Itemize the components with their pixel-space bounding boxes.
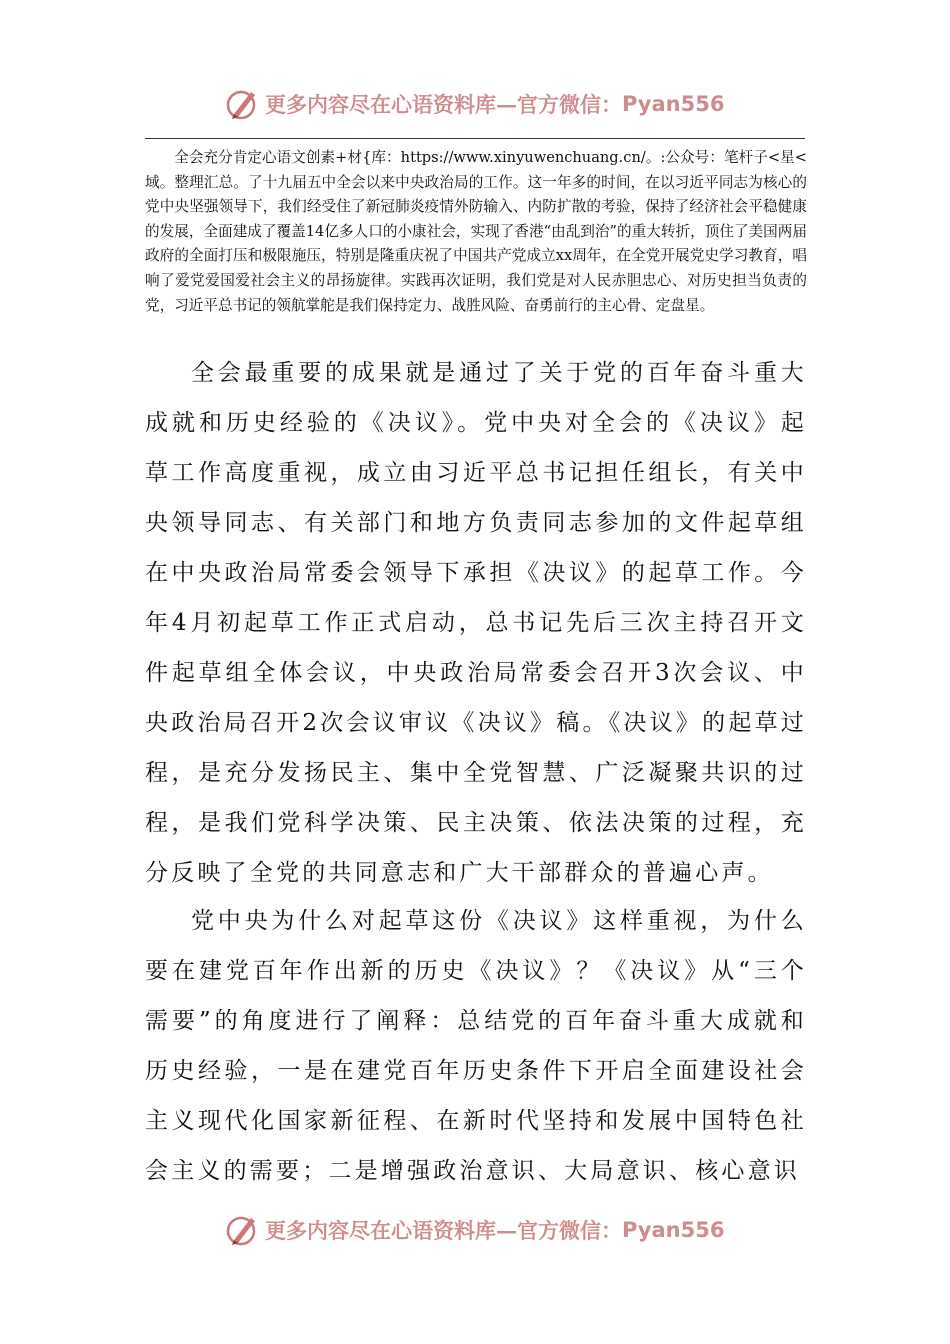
banner-handle: Pyan556	[622, 1218, 725, 1242]
body-paragraph-1: 全会最重要的成果就是通过了关于党的百年奋斗重大成就和历史经验的《决议》。党中央对全会的《决议》起草工作高度重视，成立由习近平总书记担任组长，有关中央领导同志、有关部门和地方负责同志参加的文件起草组在中央政治局常委会领导下承担《决议》的起草工作。今年4月初起草工作正式启动，总书记先后三次主持召开文件起草组全体会议，中央政治局常委会召开3次会议、中央政治局召开2次会议审议《决议》稿。《决议》的起草过程，是充分发扬民主、集中全党智慧、广泛凝聚共识的过程，是我们党科学决策、民主决策、依法决策的过程，充分反映了全党的共同意志和广大干部群众的普遍心声。	[145, 360, 807, 886]
banner-text: 更多内容尽在心语资料库—官方微信：	[265, 92, 622, 117]
header-divider	[145, 138, 805, 139]
pen-logo-icon	[225, 86, 261, 122]
footer-banner	[225, 1210, 745, 1250]
banner-handle: Pyan556	[622, 92, 725, 116]
header-banner	[225, 84, 745, 124]
banner-text: 更多内容尽在心语资料库—官方微信：	[265, 1218, 622, 1243]
pen-logo-icon	[225, 1212, 261, 1248]
intro-paragraph: 全会充分肯定心语文创素+材{库：https://www.xinyuwenchuang.cn/。:公众号：笔杆子<星<域。整理汇总。了十九届五中全会以来中央政治局的工作。这一年多的时间，在以习近平同志为核心的党中央坚强领导下，我们经受住了新冠肺炎疫情外防输入、内防扩散的考验，保持了经济社会平稳健康的发展，全面建成了覆盖14亿多人口的小康社会，实现了香港“由乱到治”的重大转折，顶住了美国两届政府的全面打压和极限施压，特别是隆重庆祝了中国共产党成立xx周年，在全党开展党史学习教育，唱响了爱党爱国爱社会主义的昂扬旋律。实践再次证明，我们党是对人民赤胆忠心、对历史担当负责的党，习近平总书记的领航掌舵是我们保持定力、战胜风险、奋勇前行的主心骨、定盘星。	[145, 149, 807, 314]
body-paragraph-2: 党中央为什么对起草这份《决议》这样重视，为什么要在建党百年作出新的历史《决议》？《决议》从“三个需要”的角度进行了阐释：总结党的百年奋斗重大成就和历史经验，一是在建党百年历史条件下开启全面建设社会主义现代化国家新征程、在新时代坚持和发展中国特色社会主义的需要；二是增强政治意识、大局意识、核心意识	[145, 908, 807, 1184]
